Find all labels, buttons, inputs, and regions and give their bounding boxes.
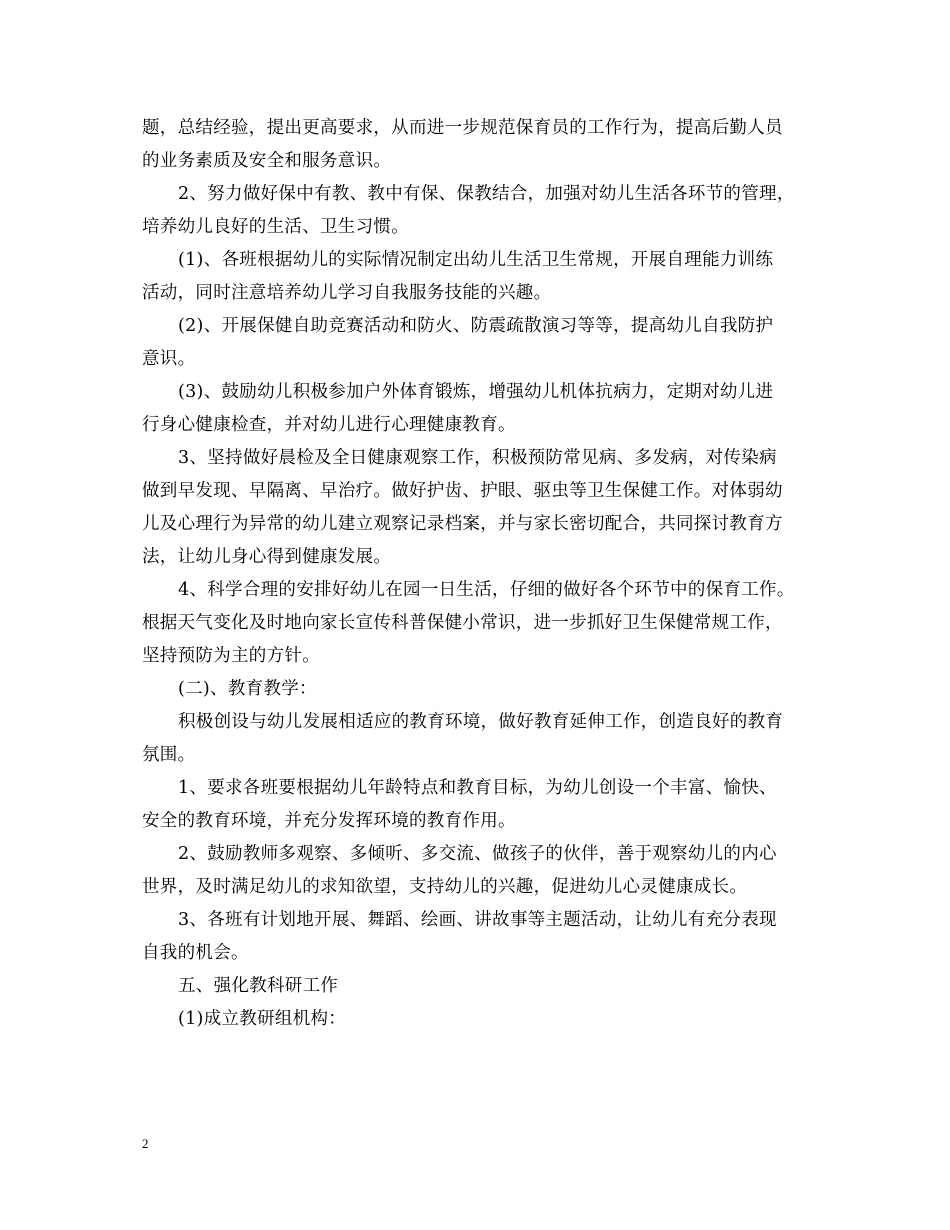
paragraph-line: 培养幼儿良好的生活、卫生习惯。 <box>142 217 409 237</box>
paragraph-line: 世界，及时满足幼儿的求知欲望，支持幼儿的兴趣，促进幼儿心灵健康成长。 <box>142 877 748 897</box>
paragraph-line: 2、努力做好保中有教、教中有保、保教结合，加强对幼儿生活各环节的管理， <box>178 184 795 204</box>
paragraph-line: 五、强化教科研工作 <box>178 976 339 996</box>
paragraph <box>142 244 822 310</box>
paragraph-line: 4、科学合理的安排好幼儿在园一日生活，仔细的做好各个环节中的保育工作。 <box>178 580 795 600</box>
paragraph-line: 安全的教育环境，并充分发挥环境的教育作用。 <box>142 811 516 831</box>
paragraph <box>142 706 822 772</box>
paragraph <box>142 838 822 904</box>
paragraph <box>142 112 822 178</box>
paragraph-line: 2、鼓励教师多观察、多倾听、多交流、做孩子的伙伴，善于观察幼儿的内心 <box>178 844 777 864</box>
paragraph-line: 坚持预防为主的方针。 <box>142 646 320 666</box>
paragraph-line: (2)、开展保健自助竞赛活动和防火、防震疏散演习等等，提高幼儿自我防护 <box>178 316 774 336</box>
body-text <box>142 112 822 1036</box>
paragraph-line: 根据天气变化及时地向家长宣传科普保健小常识，进一步抓好卫生保健常规工作， <box>142 613 783 633</box>
paragraph <box>142 178 822 244</box>
page-number: 2 <box>142 1136 149 1151</box>
paragraph-line: 意识。 <box>142 349 196 369</box>
paragraph-line: 题，总结经验，提出更高要求，从而进一步规范保育员的工作行为，提高后勤人员 <box>142 118 783 138</box>
paragraph-line: 3、各班有计划地开展、舞蹈、绘画、讲故事等主题活动，让幼儿有充分表现 <box>178 910 777 930</box>
paragraph-line: 的业务素质及安全和服务意识。 <box>142 151 392 171</box>
paragraph-line: 行身心健康检查，并对幼儿进行心理健康教育。 <box>142 415 516 435</box>
paragraph-line: (1)成立教研组机构： <box>178 1009 347 1029</box>
paragraph-line: (1)、各班根据幼儿的实际情况制定出幼儿生活卫生常规，开展自理能力训练 <box>178 250 774 270</box>
paragraph-line: 氛围。 <box>142 745 196 765</box>
paragraph <box>142 310 822 376</box>
paragraph <box>142 904 822 970</box>
paragraph-line: (二)、教育教学： <box>178 679 317 699</box>
paragraph-line: 活动，同时注意培养幼儿学习自我服务技能的兴趣。 <box>142 283 552 303</box>
paragraph-line: 3、坚持做好晨检及全日健康观察工作，积极预防常见病、多发病，对传染病 <box>178 448 777 468</box>
paragraph-line: 做到早发现、早隔离、早治疗。做好护齿、护眼、驱虫等卫生保健工作。对体弱幼 <box>142 481 783 501</box>
paragraph <box>142 574 822 673</box>
paragraph <box>142 1003 822 1036</box>
paragraph-line: 积极创设与幼儿发展相适应的教育环境，做好教育延伸工作，创造良好的教育 <box>178 712 784 732</box>
paragraph <box>142 442 822 574</box>
paragraph <box>142 673 822 706</box>
paragraph <box>142 376 822 442</box>
paragraph <box>142 772 822 838</box>
paragraph-line: 法，让幼儿身心得到健康发展。 <box>142 547 392 567</box>
paragraph-line: 自我的机会。 <box>142 943 249 963</box>
paragraph-line: 儿及心理行为异常的幼儿建立观察记录档案，并与家长密切配合，共同探讨教育方 <box>142 514 783 534</box>
paragraph-line: 1、要求各班要根据幼儿年龄特点和教育目标，为幼儿创设一个丰富、愉快、 <box>178 778 777 798</box>
paragraph <box>142 970 822 1003</box>
paragraph-line: (3)、鼓励幼儿积极参加户外体育锻炼，增强幼儿机体抗病力，定期对幼儿进 <box>178 382 774 402</box>
